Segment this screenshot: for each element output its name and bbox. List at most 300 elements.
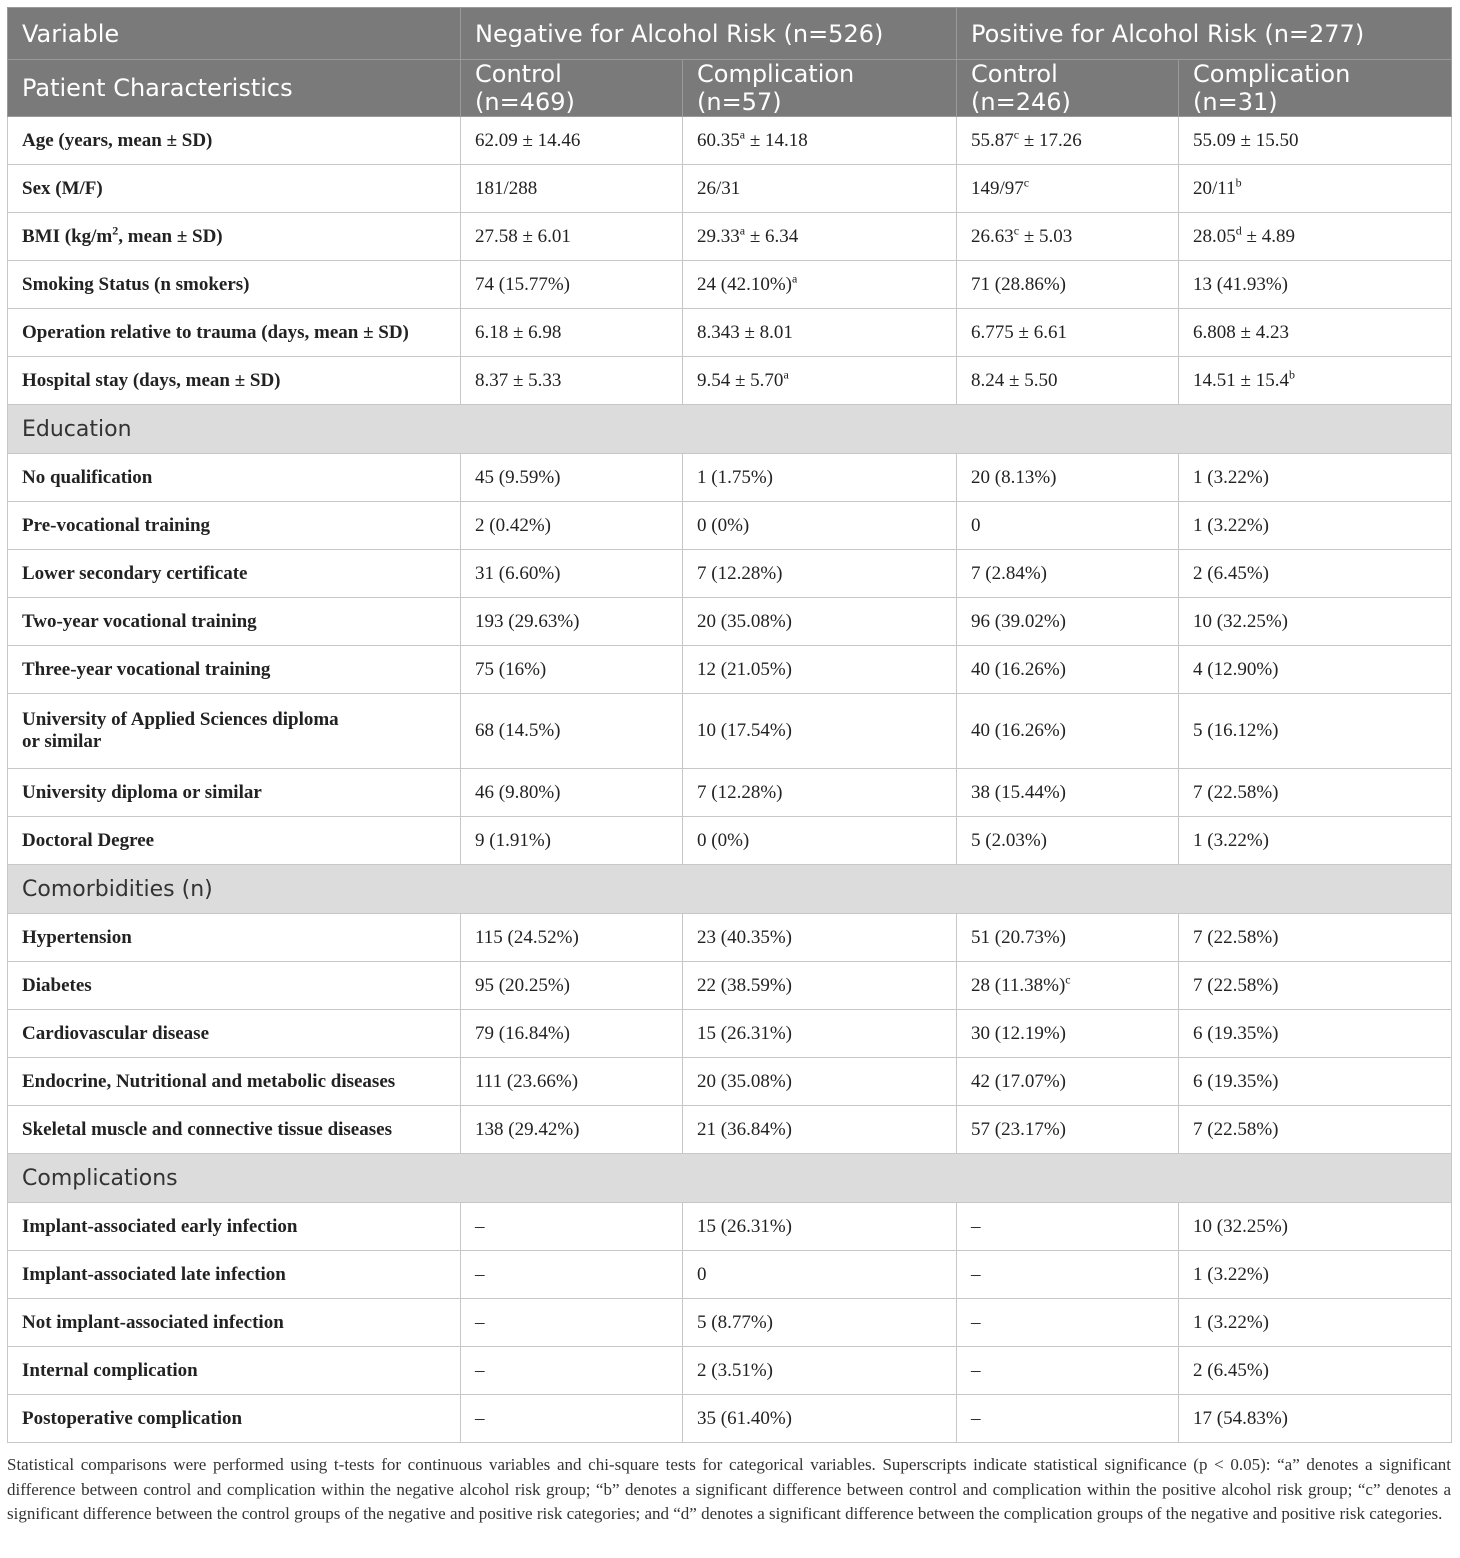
cell-value: – <box>971 1263 981 1285</box>
row-label-text: BMI (kg/m <box>22 225 113 247</box>
cell-value: 15 (26.31%) <box>697 1215 792 1237</box>
table-row <box>8 1203 1452 1251</box>
significance-superscript: d <box>1235 223 1242 238</box>
table-row <box>8 1251 1452 1299</box>
table-row <box>8 1347 1452 1395</box>
table-body <box>8 117 1452 1443</box>
cell-value: 111 (23.66%) <box>475 1070 579 1092</box>
cell-value: 40 (16.26%) <box>971 720 1066 741</box>
row-label-text: Three-year vocational training <box>22 658 271 680</box>
table-cell <box>461 454 683 502</box>
row-label <box>8 165 461 213</box>
table-cell <box>1179 1058 1452 1106</box>
table-cell <box>461 1347 683 1395</box>
cell-value: – <box>971 1311 981 1333</box>
table-cell <box>461 502 683 550</box>
table-row <box>8 1395 1452 1443</box>
cell-value-suffix: ± 6.34 <box>745 225 799 247</box>
table-cell <box>1179 598 1452 646</box>
table-cell <box>957 502 1179 550</box>
cell-value: 46 (9.80%) <box>475 781 561 803</box>
table-cell <box>461 1251 683 1299</box>
significance-superscript: b <box>1235 175 1242 190</box>
cell-value: 30 (12.19%) <box>971 1022 1066 1044</box>
cell-value: 15 (26.31%) <box>697 1022 792 1044</box>
table-cell <box>957 646 1179 694</box>
table-cell <box>1179 1010 1452 1058</box>
table-cell <box>1179 769 1452 817</box>
table-cell <box>1179 502 1452 550</box>
table-cell <box>683 1251 957 1299</box>
cell-value: 5 (16.12%) <box>1193 720 1279 741</box>
row-label-superscript: 2 <box>112 223 119 238</box>
table-cell <box>957 1251 1179 1299</box>
row-label-text: Hospital stay (days, mean ± SD) <box>22 369 281 391</box>
table-cell <box>957 213 1179 261</box>
cell-value: 51 (20.73%) <box>971 926 1066 948</box>
table-cell <box>683 309 957 357</box>
cell-value: 1 (3.22%) <box>1193 1311 1269 1333</box>
header-negative-group: Negative for Alcohol Risk (n=526) <box>461 8 957 60</box>
table-row <box>8 117 1452 165</box>
table-row <box>8 454 1452 502</box>
cell-value: 22 (38.59%) <box>697 974 792 996</box>
row-label <box>8 213 461 261</box>
cell-value: – <box>475 1407 485 1429</box>
table-cell <box>461 1058 683 1106</box>
cell-value: 20 (35.08%) <box>697 1070 792 1092</box>
table-cell <box>461 1299 683 1347</box>
section-heading: Complications <box>8 1154 1452 1203</box>
cell-value: 7 (12.28%) <box>697 562 783 584</box>
table-cell <box>461 694 683 769</box>
cell-value: – <box>475 1359 485 1381</box>
cell-value: 6.775 ± 6.61 <box>971 321 1067 343</box>
cell-value: 7 (2.84%) <box>971 562 1047 584</box>
cell-value: 181/288 <box>475 177 538 199</box>
table-cell <box>957 962 1179 1010</box>
row-label <box>8 598 461 646</box>
table-cell <box>957 1347 1179 1395</box>
significance-superscript: c <box>1013 223 1020 238</box>
cell-value: 7 (22.58%) <box>1193 926 1279 948</box>
section-heading: Education <box>8 405 1452 454</box>
table-cell <box>683 1299 957 1347</box>
cell-value-suffix: ± 17.26 <box>1019 129 1082 151</box>
header-row-subgroups <box>8 60 1452 117</box>
table-cell <box>957 914 1179 962</box>
table-cell <box>461 357 683 405</box>
table-cell <box>1179 1299 1452 1347</box>
significance-superscript: a <box>739 223 746 238</box>
table-cell <box>957 769 1179 817</box>
table-cell <box>957 454 1179 502</box>
row-label-text: Doctoral Degree <box>22 829 155 851</box>
cell-value: 38 (15.44%) <box>971 781 1066 803</box>
table-cell <box>461 165 683 213</box>
row-label-text: Not implant-associated infection <box>22 1311 284 1333</box>
table-cell <box>957 817 1179 865</box>
cell-value: 20 (8.13%) <box>971 466 1057 488</box>
cell-value: 1 (3.22%) <box>1193 829 1269 851</box>
cell-value: 26/31 <box>697 177 741 199</box>
cell-value: – <box>971 1407 981 1429</box>
cell-value: 6 (19.35%) <box>1193 1022 1279 1044</box>
cell-value: 0 <box>971 514 981 536</box>
row-label <box>8 914 461 962</box>
table-cell <box>957 357 1179 405</box>
cell-value: 74 (15.77%) <box>475 273 570 295</box>
row-label <box>8 117 461 165</box>
table-row <box>8 694 1452 769</box>
table-row <box>8 261 1452 309</box>
row-label-text: Hypertension <box>22 926 132 948</box>
cell-value: – <box>475 1263 485 1285</box>
cell-value: 31 (6.60%) <box>475 562 561 584</box>
cell-value-suffix: ± 5.03 <box>1019 225 1073 247</box>
header-positive-complication: Complication (n=31) <box>1179 60 1452 117</box>
table-header <box>8 8 1452 117</box>
table-cell <box>957 309 1179 357</box>
table-footnote: Statistical comparisons were performed using t-tests for continuous variables and chi-square tests for categorical variables. Superscripts indicate statistical significance (p < 0.05): “a” denotes a significant difference between control and complication within the negative alcohol risk group; “b” denotes a significant difference between control and complication within the positive alcohol risk group; “c” denotes a significant difference between the control groups of the negative and positive risk categories; and “d” denotes a significant difference between the complication groups of the negative and positive risk categories. <box>7 1455 1451 1523</box>
table-cell <box>461 261 683 309</box>
table-cell <box>1179 117 1452 165</box>
cell-value: 1 (3.22%) <box>1193 1263 1269 1285</box>
header-positive-group: Positive for Alcohol Risk (n=277) <box>957 8 1452 60</box>
table-cell <box>461 646 683 694</box>
header-negative-complication: Complication (n=57) <box>683 60 957 117</box>
table-row <box>8 309 1452 357</box>
table-row <box>8 914 1452 962</box>
table-cell <box>461 962 683 1010</box>
cell-value: 10 (32.25%) <box>1193 610 1288 632</box>
cell-value: 95 (20.25%) <box>475 974 570 996</box>
table-cell <box>461 817 683 865</box>
row-label-text: Endocrine, Nutritional and metabolic diseases <box>22 1070 396 1092</box>
row-label-text: Implant-associated late infection <box>22 1263 286 1285</box>
table-cell <box>461 117 683 165</box>
cell-value: 23 (40.35%) <box>697 926 792 948</box>
row-label-text: Skeletal muscle and connective tissue diseases <box>22 1118 392 1140</box>
table-cell <box>461 1203 683 1251</box>
row-label-text: Two-year vocational training <box>22 610 257 632</box>
row-label <box>8 1106 461 1154</box>
cell-value: 193 (29.63%) <box>475 610 580 632</box>
table-cell <box>683 962 957 1010</box>
table-cell <box>683 213 957 261</box>
table-cell <box>461 598 683 646</box>
cell-value: 0 <box>697 1263 707 1285</box>
row-label-text: Diabetes <box>22 974 92 996</box>
row-label <box>8 817 461 865</box>
cell-value: – <box>971 1215 981 1237</box>
cell-value: 17 (54.83%) <box>1193 1407 1288 1429</box>
header-row-groups <box>8 8 1452 60</box>
table-cell <box>683 165 957 213</box>
row-label <box>8 454 461 502</box>
table-cell <box>957 1010 1179 1058</box>
table-row <box>8 1010 1452 1058</box>
table-cell <box>683 261 957 309</box>
cell-value: 5 (8.77%) <box>697 1311 773 1333</box>
cell-value: 60.35 <box>697 129 740 151</box>
table-cell <box>1179 962 1452 1010</box>
table-cell <box>1179 1251 1452 1299</box>
table-cell <box>1179 817 1452 865</box>
cell-value: 71 (28.86%) <box>971 273 1066 295</box>
table-row <box>8 550 1452 598</box>
table-cell <box>461 1010 683 1058</box>
section-row <box>8 405 1452 454</box>
cell-value: 149/97 <box>971 177 1024 199</box>
row-label-text: Lower secondary certificate <box>22 562 248 584</box>
significance-superscript: c <box>1065 972 1071 987</box>
significance-superscript: a <box>783 367 789 382</box>
cell-value: – <box>475 1311 485 1333</box>
row-label-text: Smoking Status (n smokers) <box>22 273 250 295</box>
table-cell <box>461 550 683 598</box>
cell-value: 0 (0%) <box>697 514 750 536</box>
table-row <box>8 502 1452 550</box>
row-label <box>8 1010 461 1058</box>
cell-value: 7 (22.58%) <box>1193 1118 1279 1140</box>
table-cell <box>957 117 1179 165</box>
table-cell <box>461 1106 683 1154</box>
table-cell <box>957 1058 1179 1106</box>
table-cell <box>461 1395 683 1443</box>
table-cell <box>683 598 957 646</box>
row-label <box>8 1299 461 1347</box>
table-cell <box>461 309 683 357</box>
row-label-text: Cardiovascular disease <box>22 1022 210 1044</box>
cell-value: 138 (29.42%) <box>475 1118 580 1140</box>
table-cell <box>461 213 683 261</box>
table-row <box>8 598 1452 646</box>
row-label-text: Implant-associated early infection <box>22 1215 298 1237</box>
cell-value: 40 (16.26%) <box>971 658 1066 680</box>
row-label-line2: or similar <box>22 731 102 752</box>
table-cell <box>1179 309 1452 357</box>
significance-superscript: c <box>1013 127 1020 142</box>
row-label <box>8 309 461 357</box>
row-label-suffix: , mean ± SD) <box>118 225 223 247</box>
row-label-text: Pre-vocational training <box>22 514 211 536</box>
cell-value: 42 (17.07%) <box>971 1070 1066 1092</box>
cell-value: 35 (61.40%) <box>697 1407 792 1429</box>
cell-value: 26.63 <box>971 225 1014 247</box>
table-cell <box>1179 550 1452 598</box>
table-row <box>8 357 1452 405</box>
cell-value: 79 (16.84%) <box>475 1022 570 1044</box>
cell-value: 7 (12.28%) <box>697 781 783 803</box>
characteristics-table <box>7 7 1452 1443</box>
table-row <box>8 213 1452 261</box>
table-cell <box>957 550 1179 598</box>
cell-value: 24 (42.10%) <box>697 273 792 295</box>
row-label-text: Internal complication <box>22 1359 198 1381</box>
row-label <box>8 1203 461 1251</box>
cell-value: 8.37 ± 5.33 <box>475 369 562 391</box>
row-label <box>8 550 461 598</box>
table-cell <box>683 694 957 769</box>
row-label <box>8 769 461 817</box>
table-cell <box>1179 357 1452 405</box>
table-row <box>8 1106 1452 1154</box>
table-cell <box>683 1203 957 1251</box>
row-label <box>8 1347 461 1395</box>
header-variable: Variable <box>8 8 461 60</box>
table-cell <box>683 550 957 598</box>
table-cell <box>957 1299 1179 1347</box>
cell-value: 7 (22.58%) <box>1193 781 1279 803</box>
cell-value: 96 (39.02%) <box>971 610 1066 632</box>
table-cell <box>683 1347 957 1395</box>
table-cell <box>683 357 957 405</box>
cell-value: 28.05 <box>1193 225 1236 247</box>
row-label <box>8 1251 461 1299</box>
table-row <box>8 817 1452 865</box>
table-row <box>8 1299 1452 1347</box>
table-cell <box>1179 1106 1452 1154</box>
row-label <box>8 1395 461 1443</box>
table-row <box>8 646 1452 694</box>
table-cell <box>1179 694 1452 769</box>
row-label <box>8 694 461 769</box>
table-cell <box>683 817 957 865</box>
row-label-text: University diploma or similar <box>22 781 262 803</box>
table-cell <box>1179 1347 1452 1395</box>
cell-value: – <box>971 1359 981 1381</box>
row-label <box>8 1058 461 1106</box>
row-label <box>8 962 461 1010</box>
significance-superscript: c <box>1023 175 1030 190</box>
cell-value: 45 (9.59%) <box>475 466 561 488</box>
row-label-text: Sex (M/F) <box>22 177 103 199</box>
cell-value: 13 (41.93%) <box>1193 273 1288 295</box>
table-cell <box>1179 646 1452 694</box>
row-label-text: Operation relative to trauma (days, mean ± SD) <box>22 321 409 343</box>
significance-superscript: a <box>739 127 746 142</box>
table-cell <box>957 261 1179 309</box>
cell-value: 10 (17.54%) <box>697 720 792 741</box>
cell-value: 27.58 ± 6.01 <box>475 225 571 247</box>
table-cell <box>957 1106 1179 1154</box>
section-row <box>8 1154 1452 1203</box>
cell-value: 62.09 ± 14.46 <box>475 129 581 151</box>
cell-value: 55.87 <box>971 129 1014 151</box>
cell-value: 1 (1.75%) <box>697 466 773 488</box>
cell-value: 2 (6.45%) <box>1193 562 1269 584</box>
cell-value: 7 (22.58%) <box>1193 974 1279 996</box>
table-cell <box>683 769 957 817</box>
table-cell <box>1179 165 1452 213</box>
table-cell <box>461 769 683 817</box>
cell-value: 57 (23.17%) <box>971 1118 1066 1140</box>
section-heading: Comorbidities (n) <box>8 865 1452 914</box>
cell-value: 20/11 <box>1193 177 1236 199</box>
cell-value: 20 (35.08%) <box>697 610 792 632</box>
cell-value: 1 (3.22%) <box>1193 514 1269 536</box>
cell-value: 5 (2.03%) <box>971 829 1047 851</box>
cell-value: 6 (19.35%) <box>1193 1070 1279 1092</box>
cell-value-suffix: ± 14.18 <box>745 129 808 151</box>
cell-value: 9.54 ± 5.70 <box>697 369 784 391</box>
table-cell <box>957 598 1179 646</box>
table-cell <box>683 502 957 550</box>
table-cell <box>683 1058 957 1106</box>
cell-value: 4 (12.90%) <box>1193 658 1279 680</box>
table-cell <box>461 914 683 962</box>
cell-value: 115 (24.52%) <box>475 926 579 948</box>
table-cell <box>957 1395 1179 1443</box>
cell-value: 1 (3.22%) <box>1193 466 1269 488</box>
cell-value: 2 (0.42%) <box>475 514 551 536</box>
cell-value: 6.808 ± 4.23 <box>1193 321 1289 343</box>
table-row <box>8 1058 1452 1106</box>
table-cell <box>957 1203 1179 1251</box>
table-cell <box>1179 454 1452 502</box>
cell-value-suffix: ± 4.89 <box>1241 225 1295 247</box>
table-row <box>8 769 1452 817</box>
row-label <box>8 646 461 694</box>
table-cell <box>683 914 957 962</box>
table-cell <box>1179 914 1452 962</box>
header-patient-characteristics: Patient Characteristics <box>8 60 461 117</box>
header-positive-control: Control (n=246) <box>957 60 1179 117</box>
significance-superscript: b <box>1288 367 1295 382</box>
table-cell <box>957 694 1179 769</box>
table-cell <box>683 1395 957 1443</box>
row-label <box>8 261 461 309</box>
cell-value: 8.24 ± 5.50 <box>971 369 1058 391</box>
cell-value: 2 (3.51%) <box>697 1359 773 1381</box>
cell-value: 12 (21.05%) <box>697 658 792 680</box>
cell-value: 28 (11.38%) <box>971 974 1066 996</box>
table-cell <box>683 454 957 502</box>
row-label <box>8 502 461 550</box>
row-label-text: No qualification <box>22 466 153 488</box>
cell-value: 0 (0%) <box>697 829 750 851</box>
cell-value: – <box>475 1215 485 1237</box>
table-cell <box>683 117 957 165</box>
table-cell <box>1179 213 1452 261</box>
row-label-text: Postoperative complication <box>22 1407 243 1429</box>
table-cell <box>1179 1395 1452 1443</box>
cell-value: 55.09 ± 15.50 <box>1193 129 1299 151</box>
cell-value: 8.343 ± 8.01 <box>697 321 793 343</box>
row-label <box>8 357 461 405</box>
cell-value: 10 (32.25%) <box>1193 1215 1288 1237</box>
cell-value: 9 (1.91%) <box>475 829 551 851</box>
header-negative-control: Control (n=469) <box>461 60 683 117</box>
row-label-text: University of Applied Sciences diploma <box>22 709 339 730</box>
cell-value: 75 (16%) <box>475 658 547 680</box>
row-label-text: Age (years, mean ± SD) <box>22 129 213 151</box>
table-row <box>8 962 1452 1010</box>
cell-value: 6.18 ± 6.98 <box>475 321 562 343</box>
table-cell <box>683 1106 957 1154</box>
table-cell <box>1179 261 1452 309</box>
cell-value: 14.51 ± 15.4 <box>1193 369 1289 391</box>
table-row <box>8 165 1452 213</box>
cell-value: 2 (6.45%) <box>1193 1359 1269 1381</box>
cell-value: 21 (36.84%) <box>697 1118 792 1140</box>
significance-superscript: a <box>791 271 798 286</box>
table-cell <box>683 646 957 694</box>
cell-value: 68 (14.5%) <box>475 720 561 741</box>
table-cell <box>683 1010 957 1058</box>
table-cell <box>957 165 1179 213</box>
